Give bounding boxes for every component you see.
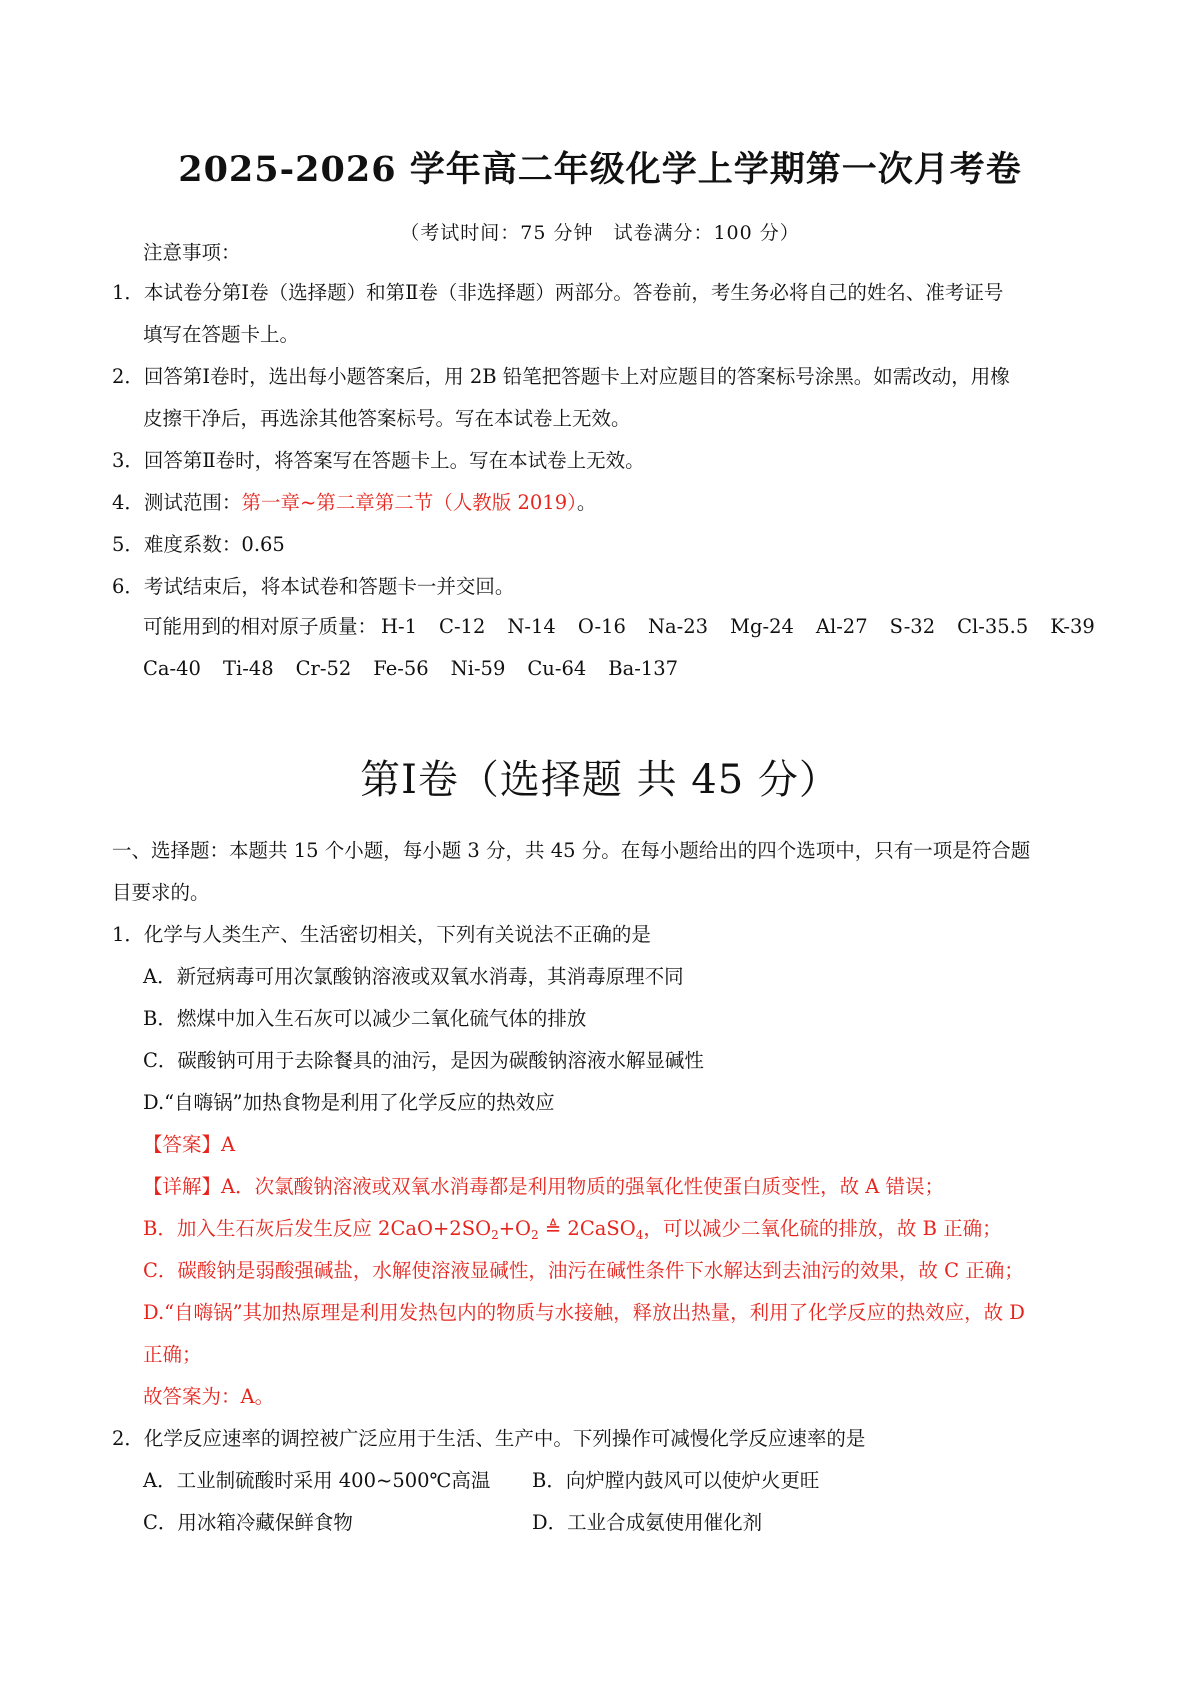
atomic-mass: Cr-52 — [295, 657, 352, 680]
question-1-explanation-a: 【详解】A．次氯酸钠溶液或双氧水消毒都是利用物质的强氧化性使蛋白质变性，故 A 错误； — [143, 1175, 945, 1198]
atomic-mass: Ti-48 — [222, 657, 274, 680]
atomic-mass: C-12 — [439, 615, 486, 638]
notice-num: 1． — [112, 281, 144, 304]
atomic-mass: Mg-24 — [730, 615, 794, 638]
atomic-mass: Cu-64 — [527, 657, 587, 680]
question-1-explanation-b — [143, 1216, 1002, 1248]
notice-text: 考试结束后，将本试卷和答题卡一并交回。 — [143, 575, 515, 598]
explanation-text: ，可以减少二氧化硫的排放，故 B 正确； — [643, 1217, 1002, 1240]
notice-item-1-cont: 填写在答题卡上。 — [143, 323, 300, 346]
equation-part: 2CaSO — [567, 1217, 636, 1240]
atomic-mass: Ca-40 — [143, 657, 201, 680]
explanation-text: B．加入生石灰后发生反应 — [143, 1217, 379, 1240]
test-scope: 第一章~第二章第二节（人教版 2019） — [241, 491, 577, 514]
notice-item-3 — [112, 448, 645, 474]
atomic-mass: K-39 — [1050, 615, 1095, 638]
question-2-option-a: A．工业制硫酸时采用 400~500℃高温 — [143, 1469, 491, 1492]
notice-item-4 — [112, 490, 596, 516]
section-instructions-cont: 目要求的。 — [112, 881, 210, 904]
notice-text: 。 — [576, 491, 597, 514]
atomic-mass: H-1 — [381, 615, 418, 638]
question-1-stem: 1．化学与人类生产、生活密切相关，下列有关说法不正确的是 — [112, 923, 651, 946]
subscript: 2 — [491, 1228, 499, 1242]
question-1-option-d: D.“自嗨锅”加热食物是利用了化学反应的热效应 — [143, 1091, 555, 1114]
notice-num: 6． — [112, 575, 144, 598]
notice-num: 2． — [112, 365, 144, 388]
question-1-option-c: C．碳酸钠可用于去除餐具的油污，是因为碳酸钠溶液水解显碱性 — [143, 1049, 704, 1072]
notice-heading: 注意事项： — [143, 241, 241, 264]
chemical-equation — [378, 1217, 643, 1240]
question-1-option-b: B．燃煤中加入生石灰可以减少二氧化硫气体的排放 — [143, 1007, 587, 1030]
notice-text: 回答第Ⅰ卷时，选出每小题答案后，用 2B 铅笔把答题卡上对应题目的答案标号涂黑。如需改动，用橡 — [143, 365, 1010, 388]
notice-num: 4． — [112, 491, 144, 514]
question-2-option-c: C．用冰箱冷藏保鲜食物 — [143, 1511, 353, 1534]
question-1-explanation-d: D.“自嗨锅”其加热原理是利用发热包内的物质与水接触，释放出热量，利用了化学反应的热效应，故 D — [143, 1301, 1025, 1324]
notice-text: 难度系数：0.65 — [143, 533, 285, 556]
atomic-mass: Na-23 — [647, 615, 709, 638]
atomic-mass-row-1 — [143, 614, 1095, 640]
atomic-mass: Cl-35.5 — [957, 615, 1029, 638]
atomic-mass: Al-27 — [815, 615, 868, 638]
notice-num: 5． — [112, 533, 144, 556]
notice-text: 回答第Ⅱ卷时，将答案写在答题卡上。写在本试卷上无效。 — [143, 449, 645, 472]
notice-item-5 — [112, 532, 285, 558]
section-instructions: 一、选择题：本题共 15 个小题，每小题 3 分，共 45 分。在每小题给出的四个选项中，只有一项是符合题 — [112, 839, 1031, 862]
section-title: 第Ⅰ卷（选择题 共 45 分） — [360, 757, 840, 803]
question-1-explanation-d-cont: 正确； — [143, 1343, 202, 1366]
question-1-option-a: A．新冠病毒可用次氯酸钠溶液或双氧水消毒，其消毒原理不同 — [143, 965, 684, 988]
notice-text: 本试卷分第Ⅰ卷（选择题）和第Ⅱ卷（非选择题）两部分。答卷前，考生务必将自己的姓名、准考证号 — [143, 281, 1004, 304]
notice-item-2-cont: 皮擦干净后，再选涂其他答案标号。写在本试卷上无效。 — [143, 407, 631, 430]
question-1-explanation-c: C．碳酸钠是弱酸强碱盐，水解使溶液显碱性，油污在碱性条件下水解达到去油污的效果，故 C 正确； — [143, 1259, 1024, 1282]
subscript: 2 — [531, 1228, 539, 1242]
exam-title: 2025-2026 学年高二年级化学上学期第一次月考卷 — [178, 149, 1022, 190]
notice-text: 测试范围： — [143, 491, 242, 514]
equation-part: +O — [498, 1217, 532, 1240]
atomic-mass: Ni-59 — [450, 657, 506, 680]
notice-item-1 — [112, 280, 1003, 306]
reaction-arrow: ≜ — [538, 1217, 568, 1240]
atomic-mass-label: 可能用到的相对原子质量： — [143, 615, 378, 638]
atomic-mass: S-32 — [889, 615, 936, 638]
question-2-stem: 2．化学反应速率的调控被广泛应用于生活、生产中。下列操作可减慢化学反应速率的是 — [112, 1427, 866, 1450]
exam-subtitle: （考试时间：75 分钟 试卷满分：100 分） — [400, 222, 800, 244]
subscript: 4 — [635, 1228, 644, 1242]
question-1-conclusion: 故答案为：A。 — [143, 1385, 275, 1408]
notice-item-6 — [112, 574, 514, 600]
notice-item-2 — [112, 364, 1010, 390]
notice-num: 3． — [112, 449, 144, 472]
atomic-mass: N-14 — [507, 615, 556, 638]
atomic-mass: Fe-56 — [373, 657, 429, 680]
atomic-mass: Ba-137 — [608, 657, 679, 680]
atomic-mass-row-2 — [143, 656, 678, 682]
question-2-option-b: B．向炉膛内鼓风可以使炉火更旺 — [532, 1469, 820, 1492]
question-2-option-d: D．工业合成氨使用催化剂 — [532, 1511, 763, 1534]
question-1-answer: 【答案】A — [143, 1133, 236, 1156]
equation-part: 2CaO+2SO — [378, 1217, 492, 1240]
atomic-mass: O-16 — [577, 615, 626, 638]
